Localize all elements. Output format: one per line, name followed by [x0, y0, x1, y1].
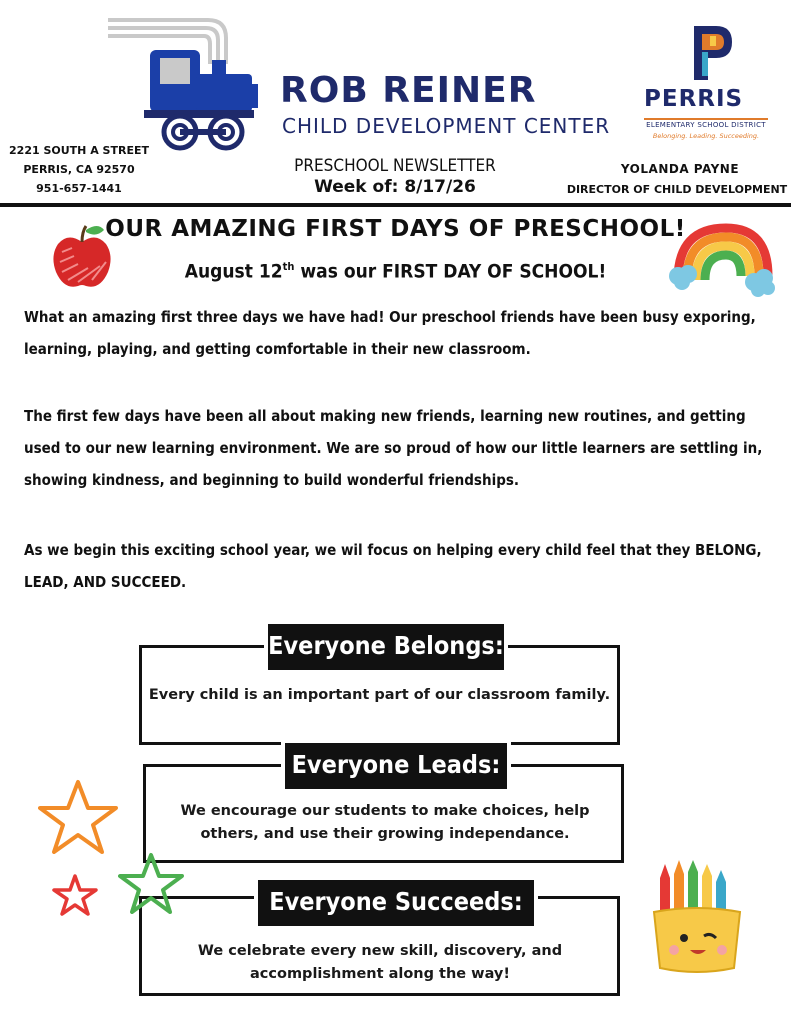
headline-title: OUR AMAZING FIRST DAYS OF PRESCHOOL!	[105, 216, 686, 242]
rainbow-icon	[668, 218, 776, 300]
address-phone: 951-657-1441	[36, 182, 122, 195]
district-logo-icon	[690, 22, 736, 84]
leads-heading: Everyone Leads:	[285, 743, 507, 789]
subtitle-date: August 12	[184, 260, 283, 283]
leads-text: We encourage our students to make choices, help others, and use their growing independance.	[180, 803, 590, 842]
train-logo-icon	[108, 14, 268, 154]
paragraph-intro: What an amazing first three days we have had! Our preschool friends have been busy exporing, learning, playing, and getting comfortable in their new classroom.	[24, 308, 756, 358]
newsletter-week: Week of: 8/17/26	[314, 177, 476, 197]
crayon-cup-icon	[650, 860, 744, 976]
succeeds-text: We celebrate every new skill, discovery, and accomplishment along the way!	[197, 943, 563, 982]
star-icon	[38, 778, 118, 854]
newsletter-label: PRESCHOOL NEWSLETTER	[294, 156, 496, 176]
center-name: ROB REINER	[280, 70, 537, 111]
belongs-text: Every child is an important part of our classroom family.	[148, 687, 611, 703]
address-street: 2221 SOUTH A STREET	[9, 144, 149, 157]
district-tagline: Belonging. Leading. Succeeding.	[652, 132, 760, 140]
district-name: PERRIS	[644, 86, 744, 112]
director-title: DIRECTOR OF CHILD DEVELOPMENT	[566, 183, 788, 196]
director-name: YOLANDA PAYNE	[620, 162, 740, 176]
subtitle-rest: was our FIRST DAY OF SCHOOL!	[294, 260, 607, 283]
star-icon	[118, 852, 184, 914]
center-name-subtitle: CHILD DEVELOPMENT CENTER	[282, 114, 611, 138]
paragraph-first-days: The first few days have been all about making new friends, learning new routines, and getting used to our new learning environment. We are so proud of how our little learners are settling in, showing kindness, and beginning to build wonderful friendships.	[24, 407, 763, 489]
paragraph-focus: As we begin this exciting school year, we wil focus on helping every child feel that they BELONG, LEAD, AND SUCCEED.	[24, 541, 762, 591]
subtitle-ordinal: th	[282, 260, 295, 273]
address-city: PERRIS, CA 92570	[23, 163, 135, 176]
belongs-heading: Everyone Belongs:	[268, 624, 504, 670]
star-icon	[52, 874, 98, 916]
header-divider	[0, 203, 791, 207]
succeeds-heading: Everyone Succeeds:	[258, 880, 534, 926]
district-divider	[644, 118, 768, 120]
district-subtitle: ELEMENTARY SCHOOL DISTRICT	[646, 121, 766, 129]
